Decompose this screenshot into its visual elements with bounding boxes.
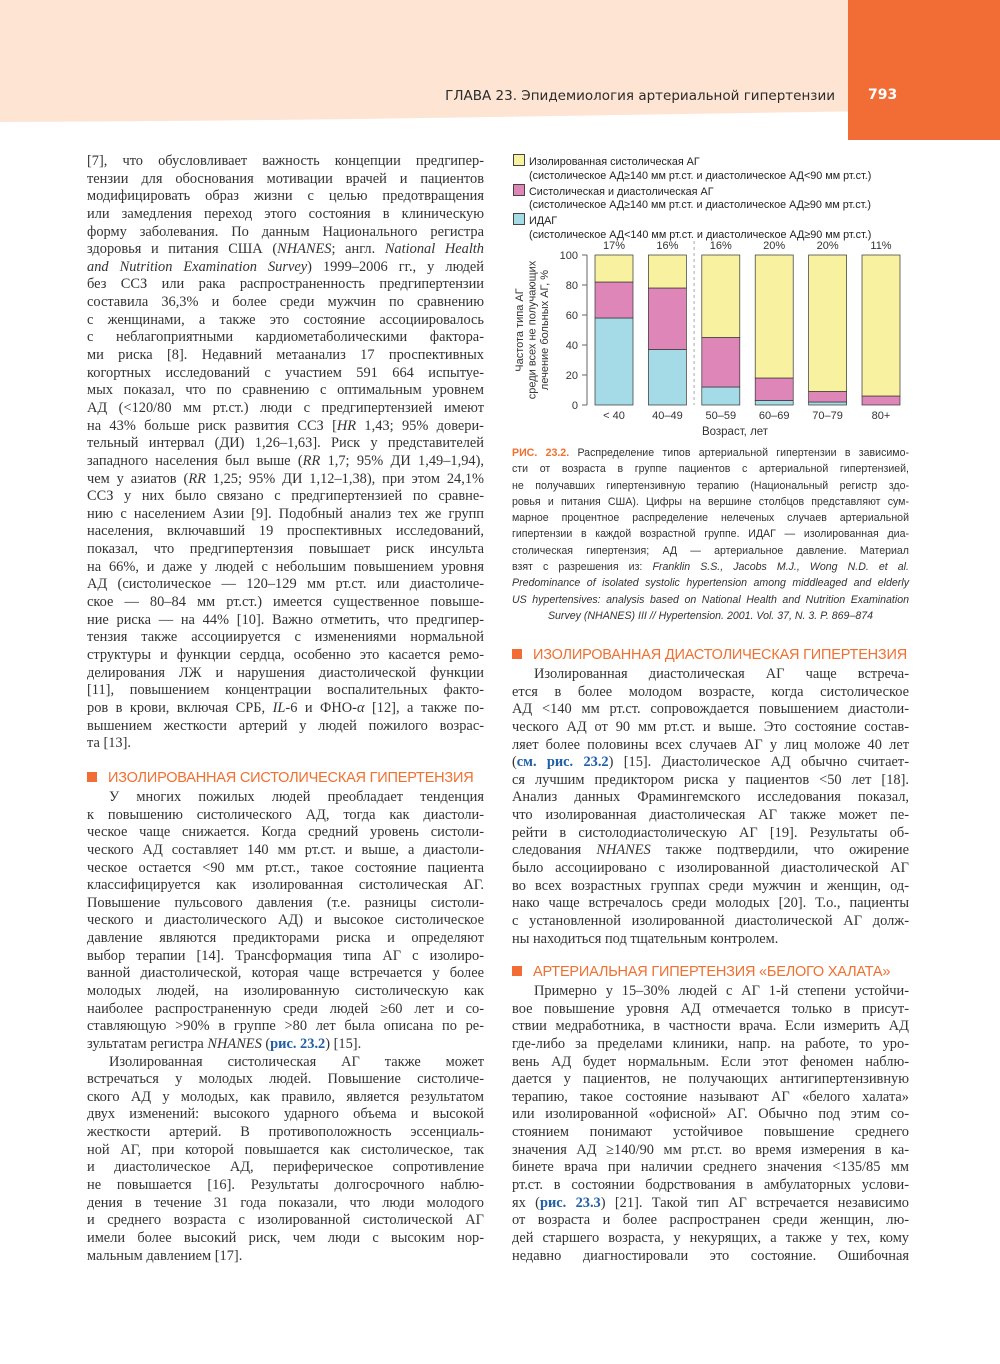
text-line: дается у пациентов, не получающих антигипертензивную [512,1071,909,1088]
text-line: ется в более молодом возрасте, когда систолическое [512,683,909,700]
left-paragraph-2 [87,789,484,1054]
text-line [512,842,909,860]
text-line: терапию, такое состояние называют АГ «белого халата» [512,1088,909,1105]
italic-text: RR [302,452,321,469]
bar-segment [809,392,847,403]
text-segment: здоровья и питания США ( [87,241,278,258]
text-line: вень АД будет нормальным. Если этот феномен наблю- [512,1053,909,1070]
italic-text: NHANES [277,241,332,258]
heading-bullet-icon [87,772,97,782]
text-line: значения АД ≥140/90 мм рт.ст. во время измерения в ка- [512,1141,909,1158]
text-segment: ) [15]. Диастолическое АД обычно считает- [608,754,909,771]
text-line: с установленной изолированной диастолической АГ долж- [512,912,909,929]
text-line: рейти в систолодиастолическую АГ [19]. Результаты об- [512,824,909,841]
text-line: ставляющую >90% в группе >80 лет была описана по ре- [87,1018,484,1035]
bar-segment [595,255,633,282]
caption-line [512,608,909,624]
italic-text: National Health [384,241,485,258]
text-line: где-либо за пределами клиники, напр. на работе, то уро- [512,1035,909,1052]
italic-text: and Nutrition Examination Survey [87,258,308,275]
text-segment: -6 и ФНО- [285,699,357,716]
text-line: с неблагоприятными кардиометаболическими фактора- [87,329,484,346]
text-line: молодых людей, на изолированную систолическую как [87,983,484,1000]
text-segment: 1,43; 95% довери- [356,417,484,434]
text-line: к повышению систолического АД, тогда как диастоли- [87,806,484,823]
text-line: форму заболевания. По данным Национального регистра [87,223,484,240]
text-segment: [12], а также по- [364,699,484,716]
bar-total-label: 11% [870,240,892,252]
legend-description: (систолическое АД≥140 мм рт.ст. и диастолическое АД<90 мм рт.ст.) [529,169,872,182]
text-line [512,754,909,772]
legend-swatch [513,184,525,196]
text-segment: чем у азиатов ( [87,470,189,487]
figure-link[interactable]: см. рис. 23.2 [516,754,609,771]
figure-link[interactable]: рис. 23.2 [270,1035,326,1052]
text-line: мальным давлением [17]. [87,1247,243,1264]
text-line: рт.ст. в состоянии бодрствования в амбулаторных услови- [512,1177,909,1194]
caption-line: гипертензии в каждой возрастной группе. ИДАГ — изолированная диа- [512,528,909,541]
text-line [87,471,484,489]
text-line: АД <140 мм рт.ст. сопровождается повышением диастоли- [512,701,909,718]
text-line: ССЗ у них было связано с предгипертензией по сравне- [87,488,484,505]
italic-text: NHANES [207,1035,262,1052]
text-line [87,418,484,436]
x-tick-label: < 40 [603,410,625,422]
y-tick-label: 20 [565,370,578,382]
text-line: структуры и функции сердца, особенно это касается ремо- [87,646,484,663]
italic-text: IL [272,699,286,716]
text-line: ского АД у молодых, как правило, является результатом [87,1088,484,1105]
text-segment: ( [261,1035,271,1052]
legend-swatch [513,154,525,166]
text-line: ванной диастолической, которая чаще встречается у более [87,965,484,982]
heading-bullet-icon [512,649,522,659]
caption-line: столическая гипертензия; АД — артериальное давление. Материал [512,544,909,557]
text-line: выбор терапии [14]. Трансформация типа АГ с изолиро- [87,947,484,964]
chapter-title: ГЛАВА 23. Эпидемиология артериальной гипертензии [445,88,835,104]
text-segment: Распределение типов артериальной гипертензии в зависимо- [569,447,909,459]
text-line: стоянием понимают устойчивое повышение среднего [512,1124,909,1141]
caption-line: марное процентное распределение нелеченых случаев артериальной [512,512,909,525]
text-segment: ров в крови, включая СРБ, [87,699,273,716]
text-line: мых показал, что по сравнению с оптимальным уровнем [87,382,484,399]
text-line: от возраста и более распространен среди женщин, лю- [512,1212,909,1229]
text-line: Примерно у 15–30% людей с АГ 1-й степени устойчи- [534,983,909,999]
text-line: тензии для обоснования мотивации врачей и пациентов [87,170,484,187]
legend-item [513,184,871,200]
caption-line [512,592,909,608]
text-line [87,241,484,259]
text-line: населения, включавший 19 проспективных исследований, [87,523,484,540]
italic-text: Predominance of isolated systolic hypertension among middleaged and elderly [512,577,909,590]
text-line: та [13]. [87,735,132,752]
text-line: ческого АД от 90 мм рт.ст. и выше. Это состояние состав- [512,718,909,735]
section-heading-text: ИЗОЛИРОВАННАЯ ДИАСТОЛИЧЕСКАЯ ГИПЕРТЕНЗИЯ [533,647,907,663]
text-line: наиболее распространенную среди людей ≥60 лет и со- [87,1000,484,1017]
right-paragraph-2 [512,983,909,1265]
italic-text: Franklin S.S., Jacobs M.J., Wong N.D. et al. [652,561,909,574]
y-axis-label: среди всех не получающих [526,260,539,400]
text-segment: ( [512,754,517,771]
text-line: составила 36,3% и более среди мужчин по сравнению [87,294,484,311]
text-line [512,1195,909,1213]
text-line: двух изменений: высокого ударного объема и высокой [87,1106,484,1123]
header-band [0,0,1000,145]
text-line: и среднего возраста с изолированной систолической АГ [87,1212,484,1229]
legend-item [513,154,871,170]
bar-total-label: 20% [763,240,786,252]
text-line: дения в течение 31 года показали, что люди молодого [87,1194,484,1211]
text-line [87,700,484,718]
text-line: на 66%, и даже у людей с небольшим повышением уровня [87,558,484,575]
caption-line: сти от возраста в группе пациентов с артериальной гипертензией, [512,463,909,476]
x-tick-label: 80+ [871,410,891,422]
text-segment: следования [512,842,597,859]
italic-text: RR [188,470,206,487]
text-line [87,259,484,277]
chart-legend [513,154,871,243]
bar-segment [595,318,633,405]
text-line: бинете врача при наличии среднего значения <135/85 мм [512,1159,909,1176]
x-tick-label: 60–69 [758,410,790,422]
text-line: ческого и диастолического АД) и высокое систолическое [87,912,484,929]
text-line: ческое остается <90 мм рт.ст., такое состояние пациента [87,859,484,876]
italic-text: α [356,699,365,716]
text-line: встречаться у молодых людей. Повышение систоличе- [87,1071,484,1088]
text-line: тензия также ассоциируется с изменениями нормальной [87,629,484,646]
text-line: У многих пожилых людей преобладает тенденция [109,789,484,805]
text-line [87,453,484,471]
text-line: [11], повышением концентрации воспалительных факто- [87,682,484,699]
section-heading-isolated-systolic [87,770,473,786]
bar-segment [648,288,686,350]
text-line: АД (систолическое — 120–129 мм рт.ст. или диастоличе- [87,576,484,593]
text-segment: ; англ. [331,241,385,258]
text-segment: на 43% больше риск развития ССЗ [ [87,417,337,434]
bar-total-label: 20% [816,240,839,252]
text-segment: ) 1999–2006 гг., у людей [307,258,485,275]
text-line: или замедления переход этого состояния в клиническую [87,205,484,222]
text-line: ной АГ, при которой повышается как систолическое, так [87,1141,484,1158]
bar-segment [595,282,633,318]
y-tick-label: 60 [565,310,578,322]
text-line: делирования ЛЖ и нарушения диастолической функции [87,664,484,681]
bar-segment [809,402,847,405]
italic-text: NHANES [596,842,651,859]
text-line: жесткости артерий. В противоположность эссенциаль- [87,1124,484,1141]
text-line: нако чаще встречалось среди молодых [20]. Т.о., пациенты [512,895,909,912]
y-axis-label: Частота типа АГ [514,288,526,372]
text-line: когортных исследований с участием 591 664 испытуе- [87,364,484,381]
text-line: вышением жесткости артерий у людей пожилого возрас- [87,717,484,734]
bar-total-label: 16% [709,240,732,252]
text-segment: ) [21]. Такой тип АГ встречается независимо [600,1194,910,1211]
bar-segment [755,378,793,401]
text-line: не повышается [16]. Результаты долгосрочного наблю- [87,1176,484,1193]
x-tick-label: 70–79 [812,410,843,422]
italic-text: Survey (NHANES) III // Hypertension. 2001. Vol. 37, N. 3. P. 869–874 [547,609,874,622]
bar-segment [702,338,740,388]
y-tick-label: 100 [559,250,578,262]
y-tick-label: 0 [571,400,578,412]
text-line [87,1036,484,1054]
bar-segment [648,350,686,406]
text-segment: 1,25; 95% ДИ 1,12–1,38), при этом 24,1% [205,470,485,487]
text-line: Изолированная систолическая АГ также может [109,1053,484,1070]
text-line: недавно диагностировали это состояние. Ошибочная [512,1247,909,1264]
y-tick-label: 40 [565,340,578,352]
text-line: Повышение пульсового давления (т.е. разницы систоли- [87,894,484,911]
italic-text: US hypertensives: analysis based on National Health and Nutrition Examination [512,593,909,606]
y-tick-label: 80 [565,280,578,292]
text-line: ны находиться под тщательным контролем. [512,930,779,947]
right-paragraph-1 [512,666,909,948]
text-segment: ) [15]. [325,1035,362,1052]
text-line: нию с населением Азии [9]. Подобный анализ тех же групп [87,505,484,522]
left-paragraph-1 [87,153,484,753]
stacked-bar-chart [505,235,915,445]
text-line: ческое чаще снижается. Когда средний уровень систоли- [87,824,484,841]
text-line: дей старшего возраста, у некурящих, а также у тех, кому [512,1229,909,1246]
bar-segment [755,255,793,378]
caption-line [512,559,909,575]
caption-line [512,575,909,591]
text-line: ское — 80–84 мм рт.ст.) имеется существенное повыше- [87,594,484,611]
legend-description: (систолическое АД<140 мм рт.ст. и диастолическое АД≥90 мм рт.ст.) [529,228,872,241]
section-heading-text: АРТЕРИАЛЬНАЯ ГИПЕРТЕНЗИЯ «БЕЛОГО ХАЛАТА» [533,964,891,980]
text-segment: также подтвердили, что ожирение [650,842,909,859]
text-segment: 1,7; 95% ДИ 1,49–1,94), [320,452,485,469]
section-heading-text: ИЗОЛИРОВАННАЯ СИСТОЛИЧЕСКАЯ ГИПЕРТЕНЗИЯ [108,770,474,786]
text-segment: западного населения был выше ( [87,452,303,469]
text-line: давление являются предикторами риска и определяют [87,930,484,947]
caption-line [512,445,909,461]
text-line: Анализ данных Фрамингемского исследования показал, [512,789,909,806]
text-line: ся лучшим предиктором риска у пациентов <50 лет [18]. [512,771,909,788]
text-line: модифицировать образ жизни с целью предотвращения [87,188,484,205]
text-line: с женщинами, а также это состояние ассоциировалось [87,311,484,328]
bar-segment [702,387,740,405]
text-segment: зультатам регистра [87,1035,208,1052]
text-line: и диастолическое АД, периферическое сопротивление [87,1159,484,1176]
text-line: ние риска — на 44% [10]. Важно отметить, что предгипер- [87,611,484,628]
text-line: ствии медработника, в частности врача. Если измерить АД [512,1018,909,1035]
page-number: 793 [868,87,898,103]
figure-link[interactable]: рис. 23.3 [539,1194,601,1211]
text-line: вое повышение уровня АД отмечается только в присут- [512,1000,909,1017]
heading-bullet-icon [512,966,522,976]
text-segment: взят с разрешения из: [512,561,653,574]
legend-label: Изолированная систолическая АГ [529,156,700,168]
bar-segment [862,396,900,405]
text-line: показал, что предгипертензия повышает риск инсульта [87,541,484,558]
text-line: без ССЗ или рака распространенность предгипертензии [87,276,484,293]
left-paragraph-3 [87,1054,484,1266]
x-tick-label: 40–49 [652,410,683,422]
x-tick-label: 50–59 [705,410,737,422]
bar-segment [809,255,847,392]
bar-total-label: 16% [656,240,679,252]
text-line: классифицируется как изолированная систолическая АГ. [87,877,484,894]
italic-text: HR [336,417,357,434]
text-line: Изолированная диастолическая АГ чаще встреча- [534,666,909,682]
text-line: АД (<120/80 мм рт.ст.) люди с предгипертензией имеют [87,399,484,416]
caption-line: ровья и питания США). Цифры на вершине столбцов представляют сум- [512,495,909,508]
section-heading-isolated-diastolic [512,647,907,663]
figure-caption [512,445,909,624]
text-line: ми риска [8]. Недавний метаанализ 17 проспективных [87,347,484,364]
text-line: имели более высокий риск, чем люди с высоким нор- [87,1229,484,1246]
text-line: ляет более половины всех случаев АГ у лиц моложе 40 лет [512,736,909,753]
bar-segment [755,401,793,406]
legend-item [513,213,871,229]
legend-label: ИДАГ [529,215,558,228]
text-line: или изолированной «офисной» АГ. Обычно под этим со- [512,1106,909,1123]
y-axis-label: лечение больных АГ, % [539,269,551,391]
bar-segment [648,255,686,288]
section-heading-white-coat [512,964,890,980]
x-axis-label: Возраст, лет [701,426,769,438]
text-line: было ассоциировано с изолированной диастолической АГ [512,860,909,877]
text-line: во всех возрастных группах среди мужчин и женщин, од- [512,877,909,894]
legend-swatch [513,213,525,225]
text-line: [7], что обусловливает важность концепции предгипер- [87,153,484,169]
bar-segment [862,255,900,396]
legend-label: Систолическая и диастолическая АГ [529,185,714,198]
text-line: что изолированная диастолическая АГ также может пе- [512,807,909,824]
text-line: тельный интервал (ДИ) 1,26–1,63]. Риск у представителей [87,435,484,452]
legend-description: (систолическое АД≥140 мм рт.ст. и диастолическое АД≥90 мм рт.ст.) [529,199,872,212]
text-line: ческого АД составляет 140 мм рт.ст. и выше, а диастоли- [87,841,484,858]
bar-segment [702,255,740,338]
page-number-block [848,0,1000,140]
caption-line: не получавших гипертензивную терапию (Национальный регистр здо- [512,479,909,492]
figure-label: РИС. 23.2. [512,447,570,459]
text-segment: ях ( [512,1194,540,1211]
bar-total-label: 17% [602,240,626,252]
